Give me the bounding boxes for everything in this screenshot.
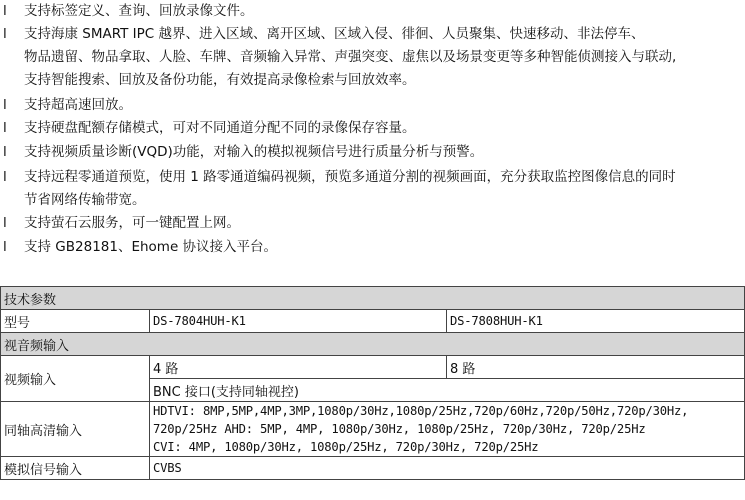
section-title: 技术参数 [1, 287, 745, 310]
value-cell: CVBS [150, 457, 745, 480]
row-label: 模拟信号输入 [1, 457, 150, 480]
bullet-mark: l [3, 3, 7, 19]
coax-line: 720p/25Hz AHD: 5MP, 4MP, 1080p/30Hz, 1080p/25Hz, 720p/30Hz, 720p/25Hz [153, 422, 646, 436]
table-row [1, 310, 745, 333]
value-cell: 8 路 [447, 356, 745, 379]
feature-text: 物品遗留、物品拿取、人脸、车牌、音频输入异常、声强突变、虚焦以及场景变更等多种智能侦测接入与联动, [24, 49, 677, 65]
model-cell: DS-7804HUH-K1 [150, 310, 447, 333]
bullet-mark: l [3, 169, 7, 185]
feature-text: 支持萤石云服务，可一键配置上网。 [24, 215, 240, 231]
feature-text: 支持智能搜索、回放及备份功能，有效提高录像检索与回放效率。 [24, 72, 416, 88]
feature-text: 支持硬盘配额存储模式，可对不同通道分配不同的录像保存容量。 [24, 120, 416, 136]
spec-table [0, 286, 745, 480]
feature-text: 支持超高速回放。 [24, 97, 132, 113]
value-cell [150, 402, 745, 457]
feature-text: 支持 GB28181、Ehome 协议接入平台。 [24, 239, 278, 255]
table-row [1, 356, 745, 379]
feature-text: 支持标签定义、查询、回放录像文件。 [24, 3, 254, 19]
feature-text: 支持海康 SMART IPC 越界、进入区域、离开区域、区域入侵、徘徊、人员聚集、快速移动、非法停车、 [24, 26, 645, 42]
feature-text: 支持远程零通道预览，使用 1 路零通道编码视频，预览多通道分割的视频画面，充分获取监控图像信息的同时 [24, 169, 676, 185]
bullet-mark: l [3, 120, 7, 136]
value-cell: BNC 接口(支持同轴视控) [150, 379, 745, 402]
table-section-row [1, 287, 745, 310]
bullet-mark: l [3, 215, 7, 231]
bullet-mark: l [3, 239, 7, 255]
bullet-mark: l [3, 26, 7, 42]
row-label: 视频输入 [1, 356, 150, 402]
table-section-row [1, 333, 745, 356]
model-cell: DS-7808HUH-K1 [447, 310, 745, 333]
table-row [1, 402, 745, 457]
value-cell: 4 路 [150, 356, 447, 379]
feature-text: 支持视频质量诊断(VQD)功能，对输入的模拟视频信号进行质量分析与预警。 [24, 144, 484, 160]
bullet-mark: l [3, 97, 7, 113]
table-row [1, 457, 745, 480]
coax-line: HDTVI: 8MP,5MP,4MP,3MP,1080p/30Hz,1080p/25Hz,720p/60Hz,720p/50Hz,720p/30Hz, [153, 404, 689, 418]
row-label: 型号 [1, 310, 150, 333]
coax-line: CVI: 4MP, 1080p/30Hz, 1080p/25Hz, 720p/30Hz, 720p/25Hz [153, 440, 539, 454]
row-label: 同轴高清输入 [1, 402, 150, 457]
feature-text: 节省网络传输带宽。 [24, 192, 146, 208]
section-title: 视音频输入 [1, 333, 745, 356]
bullet-mark: l [3, 144, 7, 160]
